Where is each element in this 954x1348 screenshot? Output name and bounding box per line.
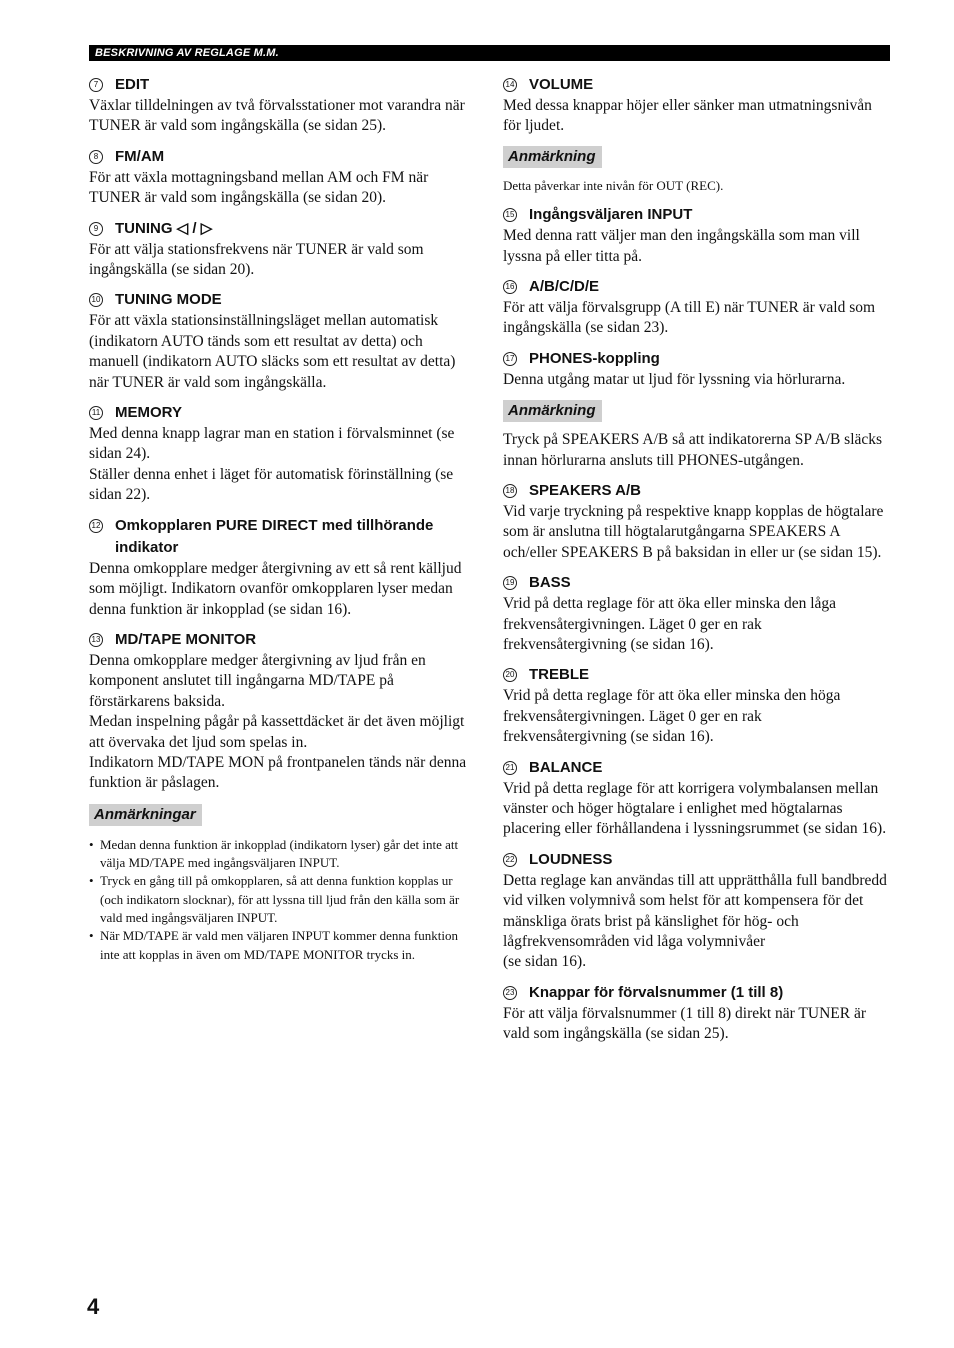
note-item: • När MD/TAPE är vald men väljaren INPUT kommer denna funktion inte att kopplas in även om MD/TAPE MONITOR trycks in. — [89, 927, 475, 964]
section-edit — [89, 74, 475, 137]
notes-label: Anmärkningar — [89, 804, 202, 826]
section-input-selector — [503, 204, 889, 267]
section-body: Detta reglage kan användas till att upprätthålla full bandbredd vid vilken volymnivå som helst för att kompensera för det mänskliga örats brist på känslighet för hög- och lågfrekvensområden vid låga volymnivåer (se sidan 16). — [503, 871, 887, 971]
section-bass — [503, 572, 889, 655]
section-title: Ingångsväljaren INPUT — [529, 206, 693, 224]
section-header-title: BESKRIVNING AV REGLAGE M.M. — [95, 47, 279, 59]
section-title: LOUDNESS — [529, 850, 613, 868]
section-body: För att välja stationsfrekvens när TUNER är vald som ingångskälla (se sidan 20). — [89, 240, 424, 279]
section-abcde — [503, 276, 889, 339]
notes-list — [89, 836, 475, 964]
item-number-badge: 12 — [89, 519, 103, 533]
section-body: Denna omkopplare medger återgivning av ett så rent källjud som möjligt. Indikatorn ovanför omkopplaren lyser medan denna funktion är inkopplad (se sidan 16). — [89, 559, 462, 618]
section-title: MEMORY — [115, 404, 182, 422]
section-body: Med dessa knappar höjer eller sänker man utmatningsnivån för ljudet. — [503, 97, 872, 135]
section-title: VOLUME — [529, 76, 594, 93]
section-pure-direct — [89, 515, 475, 620]
page-number: 4 — [87, 1294, 100, 1319]
section-body: Vrid på detta reglage för att öka eller minska den höga frekvensåtergivningen. Läget 0 ger en rak frekvensåtergivning (se sidan 16). — [503, 687, 841, 746]
section-header-bar — [89, 45, 890, 61]
section-phones — [503, 348, 889, 390]
section-balance — [503, 757, 889, 840]
section-volume — [503, 74, 889, 137]
section-loudness — [503, 849, 889, 973]
section-title: FM/AM — [115, 147, 165, 165]
item-number-badge: 9 — [89, 222, 103, 236]
item-number-badge: 8 — [89, 150, 103, 164]
section-body: För att välja förvalsgrupp (A till E) när TUNER är vald som ingångskälla (se sidan 23). — [503, 298, 876, 337]
note-phones — [503, 400, 889, 471]
section-body: Vid varje tryckning på respektive knapp kopplas de högtalare som är anslutna till högtalarutgångarna SPEAKERS A och/eller SPEAKERS B på baksidan in eller ur (se sidan 15). — [503, 502, 884, 561]
section-body: Med denna knapp lagrar man en station i förvalsminnet (se sidan 24). Ställer denna enhet i läget för automatisk förinställning (se sidan 22). — [89, 425, 455, 504]
section-body: För att växla stationsinställningsläget mellan automatisk (indikatorn AUTO tänds som ett resultat av detta) och manuell (indikatorn AUTO släcks som ett resultat av detta) när TUNER är vald som ingångskälla. — [89, 312, 456, 391]
note-label: Anmärkning — [503, 146, 602, 168]
item-number-badge: 15 — [503, 208, 517, 222]
section-title: TUNING ◁ / ▷ — [115, 219, 213, 237]
item-number-badge: 19 — [503, 576, 517, 590]
section-title: MD/TAPE MONITOR — [115, 630, 257, 648]
section-body: Denna omkopplare medger återgivning av ljud från en komponent anslutet till ingångarna MD/TAPE på förstärkarens baksida. Medan inspelning pågår på kassettdäcket är det även möjligt att övervaka det ljud som spelas in. Indikatorn MD/TAPE MON på frontpanelen tänds när denna funktion är påslagen. — [89, 651, 467, 792]
right-column — [503, 74, 889, 1045]
section-tuning-mode — [89, 289, 475, 393]
section-title: TUNING MODE — [115, 291, 222, 309]
section-title: SPEAKERS A/B — [529, 481, 641, 499]
left-column — [89, 74, 475, 964]
section-treble — [503, 664, 889, 747]
section-title: Knappar för förvalsnummer (1 till 8) — [529, 983, 784, 1001]
item-number-badge: 13 — [89, 633, 103, 647]
section-title: PHONES-koppling — [529, 349, 660, 367]
section-fm-am — [89, 146, 475, 209]
item-number-badge: 7 — [89, 78, 103, 92]
section-speakers — [503, 480, 889, 563]
section-title: BASS — [529, 574, 571, 592]
section-title: EDIT — [115, 76, 150, 93]
item-number-badge: 23 — [503, 986, 517, 1000]
section-body: För att välja förvalsnummer (1 till 8) direkt när TUNER är vald som ingångskälla (se sidan 25). — [503, 1004, 867, 1043]
item-number-badge: 14 — [503, 78, 517, 92]
section-body: Vrid på detta reglage för att öka eller minska den låga frekvensåtergivningen. Läget 0 ger en rak frekvensåtergivning (se sidan 16). — [503, 595, 837, 653]
section-tuning — [89, 218, 475, 281]
note-item: • Medan denna funktion är inkopplad (indikatorn lyser) går det inte att välja MD/TAPE med ingångsväljaren INPUT. — [89, 836, 475, 873]
note-text: Detta påverkar inte nivån för OUT (REC). — [503, 177, 724, 193]
note-item: • Tryck en gång till på omkopplaren, så att denna funktion kopplas ur (och indikatorn slocknar), för att lyssna till ljud från den källa som är vald med ingångsväljaren INPUT. — [89, 872, 475, 927]
note-volume — [503, 146, 889, 195]
section-body: Denna utgång matar ut ljud för lyssning via hörlurarna. — [503, 370, 846, 388]
note-text: Tryck på SPEAKERS A/B så att indikatorerna SP A/B släcks innan hörlurarna ansluts till PHONES-utgången. — [503, 431, 883, 469]
item-number-badge: 16 — [503, 280, 517, 294]
section-title: TREBLE — [529, 666, 589, 684]
notes-block — [89, 804, 475, 964]
section-body: Vrid på detta reglage för att korrigera volymbalansen mellan vänster och höger högtalare i enlighet med högtalarnas placering eller förhållandena i lyssningsrummet (se sidan 16). — [503, 779, 887, 838]
section-title: A/B/C/D/E — [529, 277, 600, 295]
item-number-badge: 22 — [503, 853, 517, 867]
section-memory — [89, 402, 475, 506]
item-number-badge: 21 — [503, 761, 517, 775]
item-number-badge: 17 — [503, 352, 517, 366]
note-label: Anmärkning — [503, 400, 602, 422]
section-body: Växlar tilldelningen av två förvalsstationer mot varandra när TUNER är vald som ingångskälla (se sidan 25). — [89, 97, 465, 135]
section-preset-buttons — [503, 982, 889, 1045]
section-title: BALANCE — [529, 758, 603, 776]
section-body: Med denna ratt väljer man den ingångskälla som man vill lyssna på eller titta på. — [503, 227, 860, 265]
item-number-badge: 10 — [89, 293, 103, 307]
section-md-tape-monitor — [89, 629, 475, 794]
section-body: För att växla mottagningsband mellan AM och FM när TUNER är vald som ingångskälla (se sidan 20). — [89, 168, 429, 207]
item-number-badge: 20 — [503, 668, 517, 682]
item-number-badge: 11 — [89, 406, 103, 420]
section-title: Omkopplaren PURE DIRECT med tillhörande indikator — [115, 516, 434, 556]
item-number-badge: 18 — [503, 484, 517, 498]
